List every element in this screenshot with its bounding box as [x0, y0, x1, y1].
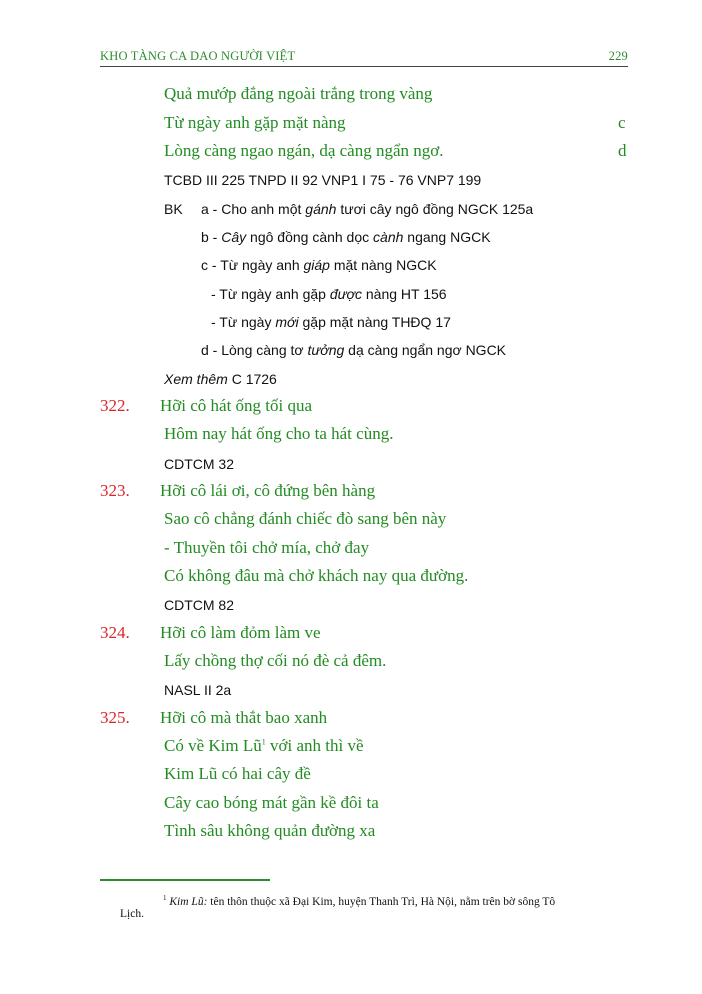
variant-c-alt: - Từ ngày mới gặp mặt nàng THĐQ 17: [211, 314, 451, 330]
verse-line: Tình sâu không quản đường xa: [164, 821, 376, 840]
variant-d: d - Lòng càng tơ tưởng dạ càng ngẩn ngơ NGCK: [201, 342, 507, 358]
verse-line: Sao cô chẳng đánh chiếc đò sang bên này: [164, 509, 447, 528]
entry-number: 325.: [100, 708, 130, 727]
variant-a: a - Cho anh một gánh tươi cây ngô đồng NGCK 125a: [201, 201, 534, 217]
entry-number: 322.: [100, 396, 130, 415]
source-citation: CDTCM 32: [164, 456, 235, 472]
verse-line: Hỡi cô mà thắt bao xanh: [160, 708, 328, 727]
verse-line: Có về Kim $Lũ^1$ với anh thì về: [164, 736, 364, 755]
variant-c: c - Từ ngày anh giáp mặt nàng NGCK: [201, 257, 437, 273]
page-header: [100, 48, 628, 67]
variant-c-alt: - Từ ngày anh gặp được nàng HT 156: [211, 286, 447, 302]
source-citation: NASL II 2a: [164, 682, 232, 698]
verse-line: Có không đâu mà chở khách nay qua đường.: [164, 566, 469, 585]
verse-line: Lấy chồng thợ cối nó đè cả đêm.: [164, 651, 387, 670]
entry-number: 324.: [100, 623, 130, 642]
source-citation: CDTCM 82: [164, 597, 235, 613]
footnote-ref[interactable]: 1: [261, 737, 266, 747]
verse-line: Hỡi cô hát ống tối qua: [160, 396, 313, 415]
verse-line: Từ ngày anh gặp mặt nàng: [164, 113, 346, 132]
verse-line: Hỡi cô lái ơi, cô đứng bên hàng: [160, 481, 376, 500]
verse-line: Hôm nay hát ống cho ta hát cùng.: [164, 424, 394, 443]
see-also: Xem thêm C 1726: [164, 371, 277, 387]
source-citation: TCBD III 225 TNPD II 92 VNP1 I 75 - 76 VNP7 199: [164, 172, 482, 188]
entry-number: 323.: [100, 481, 130, 500]
verse-line: Cây cao bóng mát gần kề đôi ta: [164, 793, 379, 812]
verse-line: Kim Lũ có hai cây đề: [164, 764, 311, 783]
verse-marker: d: [618, 141, 627, 160]
verse-line: Lòng càng ngao ngán, dạ càng ngẩn ngơ.: [164, 141, 444, 160]
footnote-text-cont: Lịch.: [120, 908, 144, 920]
footnote-text: $^1$ Kim Lũ: tên thôn thuộc xã Đại Kim, huyện Thanh Trì, Hà Nội, nằm trên bờ sông Tô: [163, 894, 556, 908]
verse-line: Quả mướp đắng ngoài trắng trong vàng: [164, 84, 433, 103]
footnote-divider: [100, 879, 270, 881]
verse-marker: c: [618, 113, 626, 132]
variant-bk-label: BK: [164, 201, 183, 217]
verse-line: Hỡi cô làm đỏm làm ve: [160, 623, 321, 642]
verse-line: - Thuyền tôi chở mía, chở đay: [164, 538, 370, 557]
book-title: KHO TÀNG CA DAO NGƯỜI VIỆT: [100, 49, 296, 63]
variant-b: b - Cây ngô đồng cành dọc cành ngang NGCK: [201, 229, 491, 245]
page-number: 229: [608, 49, 628, 63]
